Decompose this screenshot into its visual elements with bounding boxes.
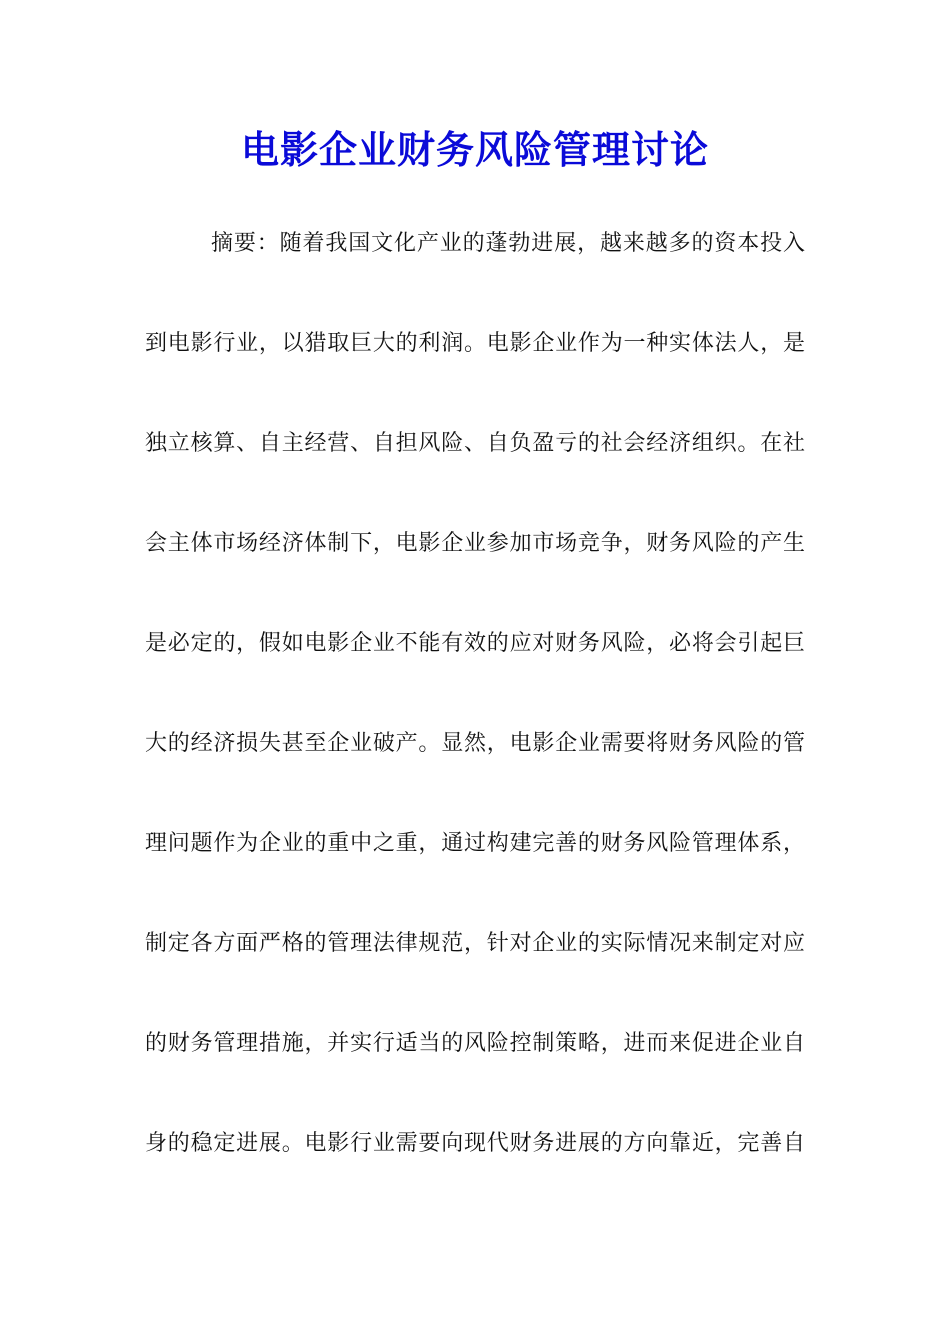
text-line: 摘要：随着我国文化产业的蓬勃进展，越来越多的资本投入 (211, 231, 805, 256)
text-line: 是必定的，假如电影企业不能有效的应对财务风险，必将会引起巨 (145, 631, 805, 656)
text-line: 身的稳定进展。电影行业需要向现代财务进展的方向靠近，完善自 (145, 1131, 805, 1156)
text-line: 的财务管理措施，并实行适当的风险控制策略，进而来促进企业自 (145, 1031, 805, 1056)
text-line: 会主体市场经济体制下，电影企业参加市场竞争，财务风险的产生 (145, 531, 805, 556)
text-line: 大的经济损失甚至企业破产。显然，电影企业需要将财务风险的管 (145, 731, 805, 756)
text-line: 制定各方面严格的管理法律规范，针对企业的实际情况来制定对应 (145, 931, 805, 956)
text-line: 独立核算、自主经营、自担风险、自负盈亏的社会经济组织。在社 (145, 431, 805, 456)
document-title: 电影企业财务风险管理讨论 (240, 127, 709, 172)
text-line: 理问题作为企业的重中之重，通过构建完善的财务风险管理体系， (145, 831, 805, 856)
text-line: 到电影行业，以猎取巨大的利润。电影企业作为一种实体法人，是 (145, 331, 805, 356)
abstract-paragraph (145, 220, 805, 1220)
